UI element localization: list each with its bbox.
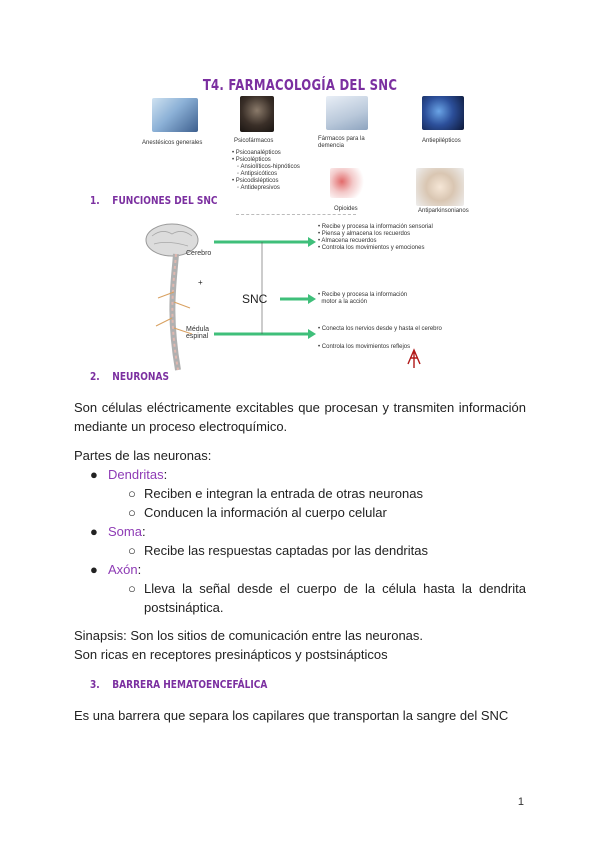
box-line: • Controla los movimientos y emociones [318,245,425,251]
page-number: 1 [517,796,524,808]
caption-demencia: Fármacos para la demencia [318,136,365,149]
arrowhead [308,329,316,339]
dendritas-label: Dendritas [108,467,164,482]
box-cerebro [318,224,448,252]
section-title: NEURONAS [112,370,169,383]
box-reflejos [318,344,448,351]
label-plus: + [198,278,203,287]
barrera-text: Es una barrera que separa los capilares que transportan la sangre del SNC [74,708,509,723]
brain-photo [422,96,464,130]
poppy-photo [330,168,364,198]
psico-item: • Psicoanalépticos [232,150,281,156]
sub-item: ○ Conducen la información al cuerpo celular [128,505,387,520]
logo-mark [408,350,420,368]
arrowhead [308,294,316,304]
psico-item: ◦ Antipsicóticos [232,171,278,177]
box-line: • Almacena recuerdos [318,238,377,244]
list-item-axon: ● Axón: [90,562,142,577]
sub-item-text: Lleva la señal desde el cuerpo de la célula hasta la dendrita postsináptica. [144,581,526,615]
neuronas-intro: Son células eléctricamente excitables que procesan y transmiten información mediante un proceso electroquímico. [74,400,526,434]
caption-opioides: Opioides [334,206,358,212]
page-title: T4. FARMACOLOGÍA DEL SNC [202,76,398,94]
psico-item: • Psicodislépticos [232,178,279,184]
psico-item: • Psicolépticos [232,157,271,163]
sub-item: ○ Lleva la señal desde el cuerpo de la célula hasta la dendrita postsináptica. [128,581,526,615]
psico-item: ◦ Antidepresivos [232,185,280,191]
sinapsis-line-1: Sinapsis: Son los sitios de comunicación entre las neuronas. [74,628,424,643]
parkinson-photo [416,168,464,206]
axon-label: Axón [108,562,138,577]
list-item-dendritas: ● Dendritas: [90,467,168,482]
spine-shape [172,254,178,370]
colon: : [141,524,146,539]
psico-item: ◦ Ansiolíticos-hipnóticos [232,164,300,170]
arrowhead [308,237,316,247]
psico-list [232,150,332,192]
section-title: BARRERA HEMATOENCEFÁLICA [112,678,268,691]
sinapsis-line-2: Son ricas en receptores presinápticos y postsinápticos [74,647,388,662]
box-line: • Conecta los nervios desde y hasta el cerebro [318,326,442,332]
section-heading-funciones [90,194,218,207]
box-line: • Recibe y procesa la información [318,292,408,298]
partes-label: Partes de las neuronas: [74,448,212,463]
caption-antiepilepticos: Antiepilépticos [422,138,461,144]
anesthesia-photo [152,98,198,132]
caption-psicofarmacos: Psicofármacos [234,138,274,144]
box-line: • Recibe y procesa la información sensorial [318,224,433,230]
section-number: 3. [90,678,100,691]
sub-item-text: Reciben e integran la entrada de otras neuronas [144,486,423,501]
label-cerebro: Cerebro [186,250,212,257]
list-item-soma: ● Soma: [90,524,146,539]
box-line: motor a la acción [318,299,368,305]
section-heading-barrera [90,678,267,691]
box-snc [318,292,448,306]
cns-diagram [138,222,468,372]
caption-anestesicos: Anestésicos generales [142,140,203,146]
caption-antiparkinsonianos: Antiparkinsonianos [418,208,469,214]
head-photo [240,96,274,132]
colon: : [137,562,142,577]
box-medula [318,326,458,333]
sub-item: ○ Reciben e integran la entrada de otras neuronas [128,486,423,501]
section-title: FUNCIONES DEL SNC [112,194,218,207]
label-medula: Médula espinal [186,326,209,340]
sub-item-text: Recibe las respuestas captadas por las dendritas [144,543,428,558]
partes-list [90,465,526,617]
colon: : [163,467,168,482]
soma-label: Soma [108,524,142,539]
sub-item-text: Conducen la información al cuerpo celular [144,505,387,520]
section-heading-neuronas [90,370,169,383]
sub-item: ○ Recibe las respuestas captadas por las dendritas [128,543,428,558]
pill-photo [326,96,368,130]
section-number: 1. [90,194,100,207]
section-number: 2. [90,370,100,383]
divider [236,214,356,215]
box-line: • Piensa y almacena los recuerdos [318,231,411,237]
label-snc: SNC [242,292,268,306]
box-line: • Controla los movimientos reflejos [318,344,411,350]
